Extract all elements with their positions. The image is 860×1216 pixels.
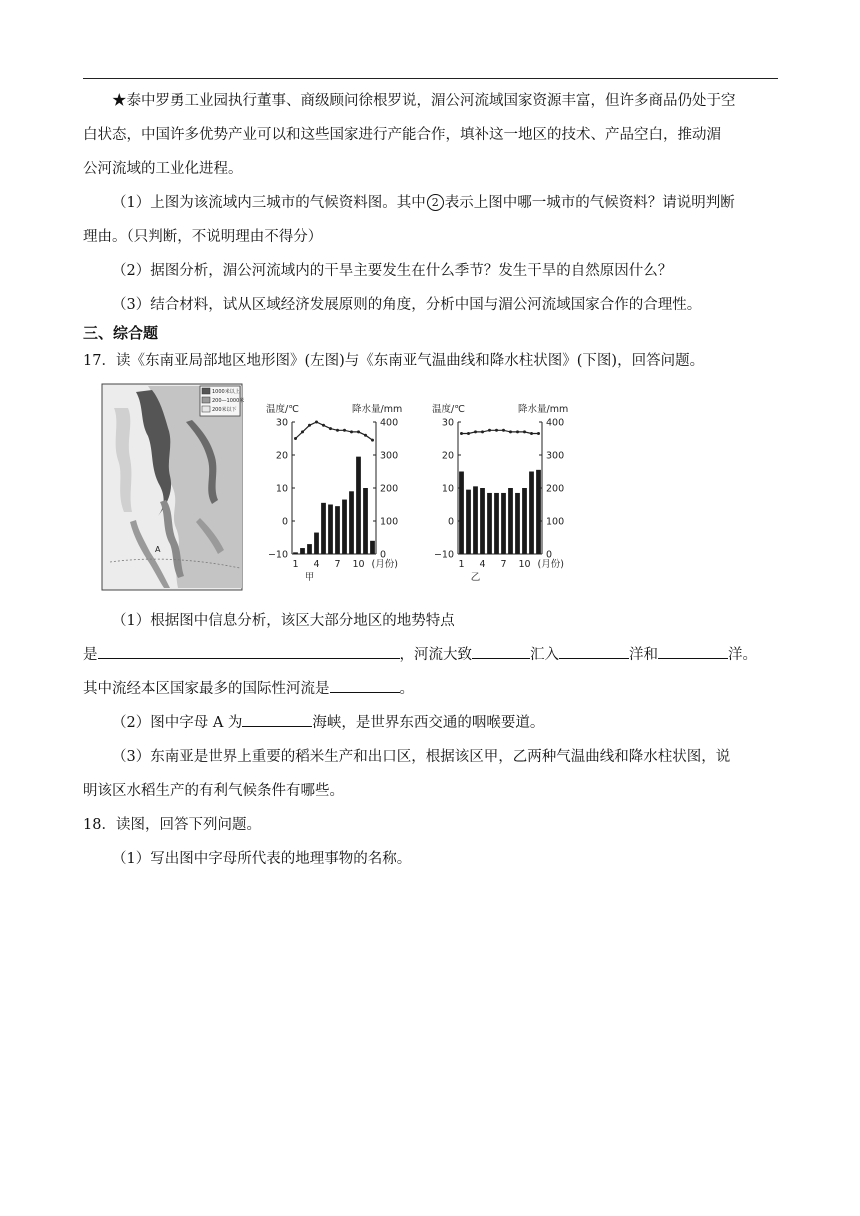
q17-part1-b: 是 <box>83 647 98 663</box>
q17-part3: （3）东南亚是世界上重要的稻米生产和出口区，根据该区甲，乙两种气温曲线和降水柱状图，说 <box>112 749 731 765</box>
answer-blank-direction[interactable] <box>472 642 530 659</box>
q18-part1: （1）写出图中字母所代表的地理事物的名称。 <box>112 851 412 867</box>
precip-tick-label: 100 <box>546 516 565 528</box>
precip-bar <box>300 548 305 554</box>
chart-title: 甲 <box>304 572 315 583</box>
temp-point <box>301 430 304 433</box>
temp-point <box>530 432 533 435</box>
temp-point <box>322 424 325 427</box>
temp-point <box>537 432 540 435</box>
temp-tick-label: 30 <box>275 417 288 429</box>
temp-point <box>315 421 318 424</box>
temp-point <box>467 432 470 435</box>
precip-tick-label: 300 <box>380 450 399 462</box>
precip-bar <box>529 472 534 555</box>
precip-bar <box>335 506 340 554</box>
precip-tick-label: 100 <box>380 516 399 528</box>
precip-bar <box>342 500 347 554</box>
precip-tick-label: 0 <box>380 549 387 561</box>
month-tick-label: 7 <box>334 559 341 570</box>
precip-bar <box>536 470 541 554</box>
answer-blank-strait[interactable] <box>242 710 312 727</box>
answer-blank-terrain[interactable] <box>98 642 400 659</box>
legend-mid: 200—1000米 <box>212 398 245 404</box>
precip-tick-label: 200 <box>546 483 565 495</box>
terrain-map <box>102 384 244 590</box>
temp-point <box>350 430 353 433</box>
precip-bar <box>487 493 492 554</box>
temp-point <box>357 430 360 433</box>
temp-tick-label: 20 <box>441 450 454 462</box>
temp-axis-label: 温度/℃ <box>432 404 465 415</box>
temp-point <box>509 430 512 433</box>
temp-curve <box>462 430 539 433</box>
q17-part1-d: 汇入 <box>530 647 559 663</box>
section-title: 三、综合题 <box>83 324 159 342</box>
temp-point <box>336 429 339 432</box>
map-letter-a: A <box>155 545 161 554</box>
q17-part1-g: 其中流经本区国家最多的国际性河流是 <box>83 681 330 697</box>
precip-bar <box>466 490 471 554</box>
header-rule <box>83 78 778 79</box>
q17-part2 <box>83 706 780 740</box>
chart-title: 乙 <box>470 572 481 583</box>
q17-part1-h: 。 <box>399 681 414 697</box>
intro-line-3: 公河流域的工业化进程。 <box>83 161 243 177</box>
temp-point <box>364 434 367 437</box>
precip-bar <box>515 493 520 554</box>
q17-part2-b: 海峡，是世界东西交通的咽喉要道。 <box>312 715 545 731</box>
q17-stem: 17．读《东南亚局部地区地形图》(左图)与《东南亚气温曲线和降水柱状图》(下图)，回答问题。 <box>83 353 705 369</box>
precip-bar <box>293 552 298 554</box>
precip-bar <box>501 493 506 554</box>
temp-point <box>474 430 477 433</box>
climate-chart-yi <box>432 403 568 583</box>
precip-axis-label: 降水量/mm <box>352 404 403 415</box>
temp-point <box>371 439 374 442</box>
temp-point <box>495 429 498 432</box>
q16-part1 <box>83 186 780 220</box>
q17-part1-line3 <box>83 672 780 706</box>
precip-bar <box>473 486 478 554</box>
precip-axis-label: 降水量/mm <box>518 404 569 415</box>
precip-bar <box>356 457 361 554</box>
q16-part1-line2: 理由。（只判断，不说明理由不得分） <box>83 229 323 245</box>
temp-curve <box>296 422 373 440</box>
month-tick-label: 4 <box>479 559 486 570</box>
precip-bar <box>370 541 375 554</box>
circled-number: 2 <box>427 194 444 211</box>
precip-tick-label: 400 <box>380 417 399 429</box>
precip-tick-label: 300 <box>546 450 565 462</box>
precip-bar <box>321 503 326 554</box>
month-tick-label: 7 <box>500 559 507 570</box>
q16-part1-a: （1）上图为该流域内三城市的气候资料图。其中 <box>112 195 426 211</box>
temp-tick-label: 10 <box>441 483 454 495</box>
month-axis-unit: (月份) <box>371 559 398 570</box>
precip-bar <box>363 488 368 554</box>
temp-point <box>460 432 463 435</box>
temp-tick-label: −10 <box>433 549 454 561</box>
month-tick-label: 1 <box>458 559 465 570</box>
precip-bar <box>328 505 333 555</box>
temp-tick-label: 0 <box>447 516 454 528</box>
climate-chart-jia <box>266 403 402 583</box>
month-tick-label: 10 <box>352 559 365 570</box>
q17-part1-e: 洋和 <box>629 647 658 663</box>
temp-point <box>502 429 505 432</box>
temp-point <box>343 429 346 432</box>
q17-part3-line2: 明该区水稻生产的有利气候条件有哪些。 <box>83 783 344 799</box>
intro-line-1: ★泰中罗勇工业园执行董事、商级顾问徐根罗说，湄公河流域国家资源丰富，但许多商品仍处于空 <box>112 93 736 109</box>
temp-tick-label: 0 <box>281 516 288 528</box>
precip-bar <box>522 488 527 554</box>
precip-bar <box>307 544 312 554</box>
temp-point <box>481 430 484 433</box>
temp-point <box>523 430 526 433</box>
q17-part1-c: ，河流大致 <box>399 647 472 663</box>
legend-low: 200米以下 <box>212 407 237 413</box>
q16-part2: （2）据图分析，湄公河流域内的干旱主要发生在什么季节？发生干旱的自然原因什么？ <box>112 263 673 279</box>
answer-blank-ocean-2[interactable] <box>658 642 728 659</box>
month-axis-unit: (月份) <box>537 559 564 570</box>
q17-part2-a: （2）图中字母 A 为 <box>112 715 243 731</box>
temp-tick-label: 10 <box>275 483 288 495</box>
temp-point <box>329 427 332 430</box>
precip-bar <box>494 493 499 554</box>
q17-part1-f: 洋。 <box>728 647 757 663</box>
temp-tick-label: −10 <box>267 549 288 561</box>
temp-point <box>516 430 519 433</box>
legend-high: 1000米以上 <box>212 389 240 395</box>
q16-part3: （3）结合材料，试从区域经济发展原则的角度，分析中国与湄公河流域国家合作的合理性。 <box>112 297 702 313</box>
temp-tick-label: 20 <box>275 450 288 462</box>
q18-stem: 18．读图，回答下列问题。 <box>83 817 261 833</box>
temp-point <box>294 437 297 440</box>
precip-bar <box>349 491 354 554</box>
precip-bar <box>508 488 513 554</box>
q17-part1-line2 <box>83 638 780 672</box>
q17-part1: （1）根据图中信息分析，该区大部分地区的地势特点 <box>112 613 455 629</box>
answer-blank-ocean-1[interactable] <box>559 642 629 659</box>
precip-tick-label: 400 <box>546 417 565 429</box>
q16-part1-b: 表示上图中哪一城市的气候资料？请说明判断 <box>444 195 735 211</box>
precip-bar <box>459 472 464 555</box>
precip-tick-label: 200 <box>380 483 399 495</box>
temp-tick-label: 30 <box>441 417 454 429</box>
month-tick-label: 10 <box>518 559 531 570</box>
precip-bar <box>480 488 485 554</box>
temp-point <box>308 424 311 427</box>
precip-bar <box>314 533 319 554</box>
temp-axis-label: 温度/℃ <box>266 404 299 415</box>
answer-blank-river[interactable] <box>330 676 400 693</box>
month-tick-label: 1 <box>292 559 299 570</box>
month-tick-label: 4 <box>313 559 320 570</box>
precip-tick-label: 0 <box>546 549 553 561</box>
intro-line-2: 白状态，中国许多优势产业可以和这些国家进行产能合作，填补这一地区的技术、产品空白，推动湄 <box>83 127 721 143</box>
q17-figure <box>100 382 580 594</box>
temp-point <box>488 429 491 432</box>
